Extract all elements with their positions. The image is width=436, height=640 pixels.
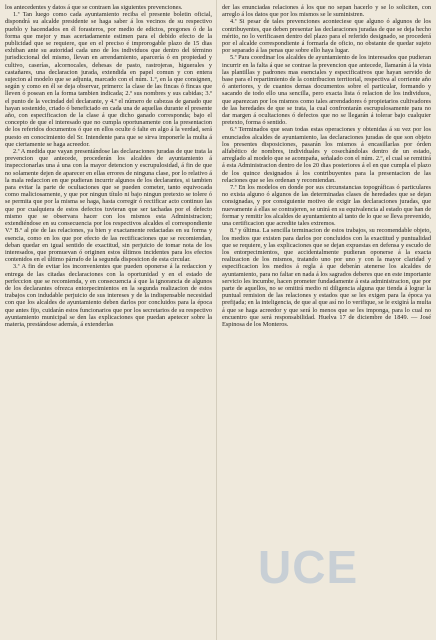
paragraph-intro: los antecedentes y datos á que se contraen las siguientes prevenciones.	[5, 4, 183, 11]
left-column	[5, 4, 212, 328]
paragraph-2: 2.ª A medida que vayan presentándose las declaraciones juradas de que trata la prevencion que antecede, procederán los alcaldes de ayuntamiento á inspeccionarlas una á una con la mayor detencion y escrupulosidad, á fin de que no solamente dejen de aparecer en ellas errores de ninguna clase, por lo relativo á la mala redaccion en que pudieran incurrir algunos de los declarantes, si tambien para evitar la parte de ocultaciones que se pueden cometer, tanto equivocada como maliciosamente, y que por ningun título ni bajo ningun pretexto se tolere ó se permita que por la misma se haga, hasta corregir ó rectificar acto continuo las que por cualquiera de estos defectos tuvieran que ser tachadas por el defecto mismo que se observara hacer con los mismos esta Administracion; extendiéndose en su consecuencia por los respectivos alcaldes el correspondiente V.º B.º al pie de las relaciones, ya bien y exactamente redactadas en su forma y esencia, como en los que por efecto de las rectificaciones que se recomiendan, deban quedar en igual sentido de exactitud, sin perjuicio de tomar nota de los interesados, que promuevan ó originen estos últimos incidentes para los efectos contenidos en el último párrafo de la segunda disposicion de esta circular.	[5, 148, 212, 264]
paragraph-4: 4.ª Si pesar de tales prevenciones aconteciese que alguno ó algunos de los contribuyentes, que deben presentar las declaraciones juradas de que se deja hecho mérito, no lo verificasen dentro del plazo para el referido designado, se procederá por el alcalde correspondiente á formarla de oficio, no obstante de quedar sujeto por separado á las penas que sobre ello haya lugar.	[222, 18, 431, 55]
column-gutter	[216, 0, 217, 640]
right-column	[222, 4, 431, 328]
paragraph-8: 8.ª y última. La sencilla terminacion de estos trabajos, su recomendable objeto, los medios que existen para darlos por concluidos con la exactitud y puntualidad que se requiere, y las explicaciones que se dejan expuestas en defensa y escudo de los entorpecimientos, que accidentalmente pudieran oponerse á la exacta realizacion de los mismos, tratando uno por uno y con la mayor claridad y especificacion los medios á regla á que deberán atenerse los alcaldes de ayuntamiento, para no faltar en nada á los sagrados deberes que en este importante servicio les incumbe, hacen prometer fundadamente á esta administracion, que por parte de aquellos, no se omitirá medio ni diligencia alguna que tienda á lograr la puntual remision de las relaciones y estados que se les exigen para la época ya prefijada; en la inteligencia, de que al que así no lo verifique, se le exigirá la multa á que se haga acreedor y que será lo menos que se les imponga, para lo cual no encuentro que será responsabilidad. Huelva 17 de diciembre de 1849. — José Espinosa de los Monteros.	[222, 227, 431, 328]
paragraph-7: 7.ª En los modelos en donde por sus circunstancias topográficas ó particulares no exista alguno ó algunos de las determinadas clases de heredades que se dejan consignadas, y por consiguiente motivo de exigir las declaraciones juradas, que nuevamente á ellas se contrajeren, se unirá en su equivalencia al estado que han de formar y remitir los alcaldes de ayuntamiento al tanto de lo que se lleva prevenido, una certificacion que acredite tales extremos.	[222, 184, 431, 228]
paragraph-continuation: der las enunciadas relaciones á los que no sepan hacerlo y se lo soliciten, con arreglo á los datos que por los mismos se le suministren.	[222, 4, 431, 19]
paragraph-1: 1.ª Tan luego como cada ayuntamiento reciba el presente boletin oficial, dispondrá su alcalde presidente se haga saber á los vecinos de su respectivo pueblo y hacendados en él forasteros, por medio de edictos, pregones ó de la forma que mejor y mas acertadamente estimen para el debido efecto de la publicidad que se requiere, que en el preciso é improrogable plazo de 15 dias exhiban ante su autoridad cada uno de los individuos que dentro del término jurisdiccional del mismo, llevan en arrendamiento, aparcería ó en propiedad y cultivo, caserías, alcornocales, dehesas de pasto, rastrojeras, higuerales y castañares, una declaracion jurada, extendida en papel comun y con entera sujecion al modelo que se adjunta, marcado con el núm. 1.º, en la que consignen, según y como en él se deja observar, primero: la clase de las fincas ó fincas que lleven ó posean en la forma tambien indicada; 2.º sus nombres y sus cabidas; 3.º el punto de la vecindad del declarante, y 4.º el número de cabezas de ganado que hayan sostenido, criado ó beneficiado en cada una de aquellas durante el presente año, con especificacion de la clase á que dicho ganado corresponda; bajo el concepto de que el interesado que no cumpla oportunamente con la presentacion de los referidos documentos ó que en ellos oculte ó falte en algo á la verdad, será puesto en conocimiento del Sr. Intendente para que se sirva imponerle la multa á que ciertamente se haga acreedor.	[5, 11, 212, 148]
library-watermark: UCE	[258, 541, 359, 593]
paragraph-3: 3.ª A fin de evitar los inconvenientes que pueden oponerse á la redaccion y entrega de las citadas declaraciones con la oportunidad y en el estado de perfeccion que se recomienda, y en consecuencia á que la ignorancia de algunos de los declarantes ofrezca entorpecimientos en la segunda realizacion de estos trabajos con indudable perjuicio de sus intereses y de la indispensable necesidad con que los alcaldes de ayuntamiento deben darlos por concluidos para la época que antes fijo, cuidarán estos funcionarios que por los secretarios de su respectivo ayuntamiento municipal se den las explicaciones que puedan apetecer sobre la materia, prestándose además, á extenderlas	[5, 263, 212, 328]
paragraph-5: 5.ª Para coordinar los alcaldes de ayuntamiento de los interesados que pudieran incurrir en la falta á que se contrae la prevencion que antecede, llamarán á la vista las plantillas y padrones mas esenciales y especificativos que hayan servido de base para el repartimiento de la contribucion territorial, respectiva al corriente año ó anteriores, y de cuantos demas documentos sobre el particular, formando y sacando de todo ello una sencilla, pero exacta lista ó relacion de los individuos, que aparezcan por los mismos como tales arrendadores ó propietarios cultivadores de las heredades de que se trata, la cual confrontarán escrupulosamente para no dar margen á ocultaciones ó defectos que no se llegarán á tolerar bajo cualquier pretexto, forma ó sentido.	[222, 54, 431, 127]
paragraph-6: 6.ª Terminados que sean todas estas operaciones y obtenidas á su vez por los enunciados alcaldes de ayuntamiento, las declaraciones juradas de que son objeto los presentes disposiciones, pasarán los mismos á encasillarlas por órden alfabético de nombres, individuales y cosechándolas dentro de un estado, arreglado al modelo que se acompaña, señalado con el núm. 2.º, el cual se remitirá á esta Administracion dentro de los 20 dias posteriores á el en que cumpla el plazo de los quince designados á los contribuyentes para la presentacion de las relaciones que se les ordenan y recomiendan.	[222, 126, 431, 184]
